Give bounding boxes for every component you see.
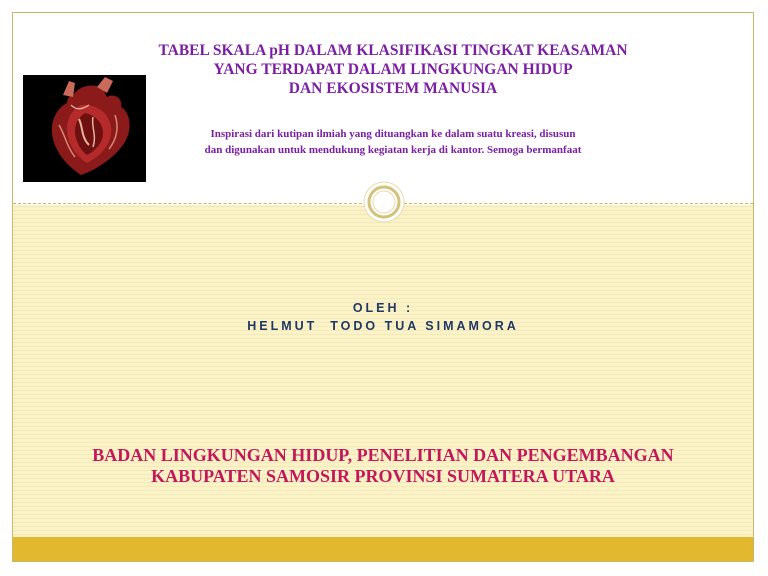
author-section	[13, 299, 753, 335]
subtitle-line-1: Inspirasi dari kutipan ilmiah yang dituangkan ke dalam suatu kreasi, disusun	[210, 128, 576, 140]
institution-section	[13, 445, 753, 487]
circle-ornament-icon	[363, 181, 405, 223]
slide-subtitle	[123, 126, 663, 158]
slide-frame	[12, 12, 754, 562]
author-name: HELMUT TODO TUA SIMAMORA	[247, 319, 519, 333]
title-line-2: YANG TERDAPAT DALAM LINGKUNGAN HIDUP	[213, 61, 573, 78]
slide-title	[73, 41, 713, 98]
institution-line-2: KABUPATEN SAMOSIR PROVINSI SUMATERA UTARA	[151, 466, 615, 486]
slide-header-area	[13, 13, 753, 205]
title-line-3: DAN EKOSISTEM MANUSIA	[288, 80, 498, 97]
title-line-1: TABEL SKALA pH DALAM KLASIFIKASI TINGKAT KEASAMAN	[158, 42, 628, 59]
author-label: OLEH :	[352, 301, 414, 315]
footer-accent-band	[13, 537, 753, 561]
subtitle-line-2: dan digunakan untuk mendukung kegiatan kerja di kantor. Semoga bermanfaat	[204, 144, 582, 156]
institution-line-1: BADAN LINGKUNGAN HIDUP, PENELITIAN DAN PENGEMBANGAN	[92, 445, 674, 465]
slide-body-panel	[13, 205, 753, 539]
